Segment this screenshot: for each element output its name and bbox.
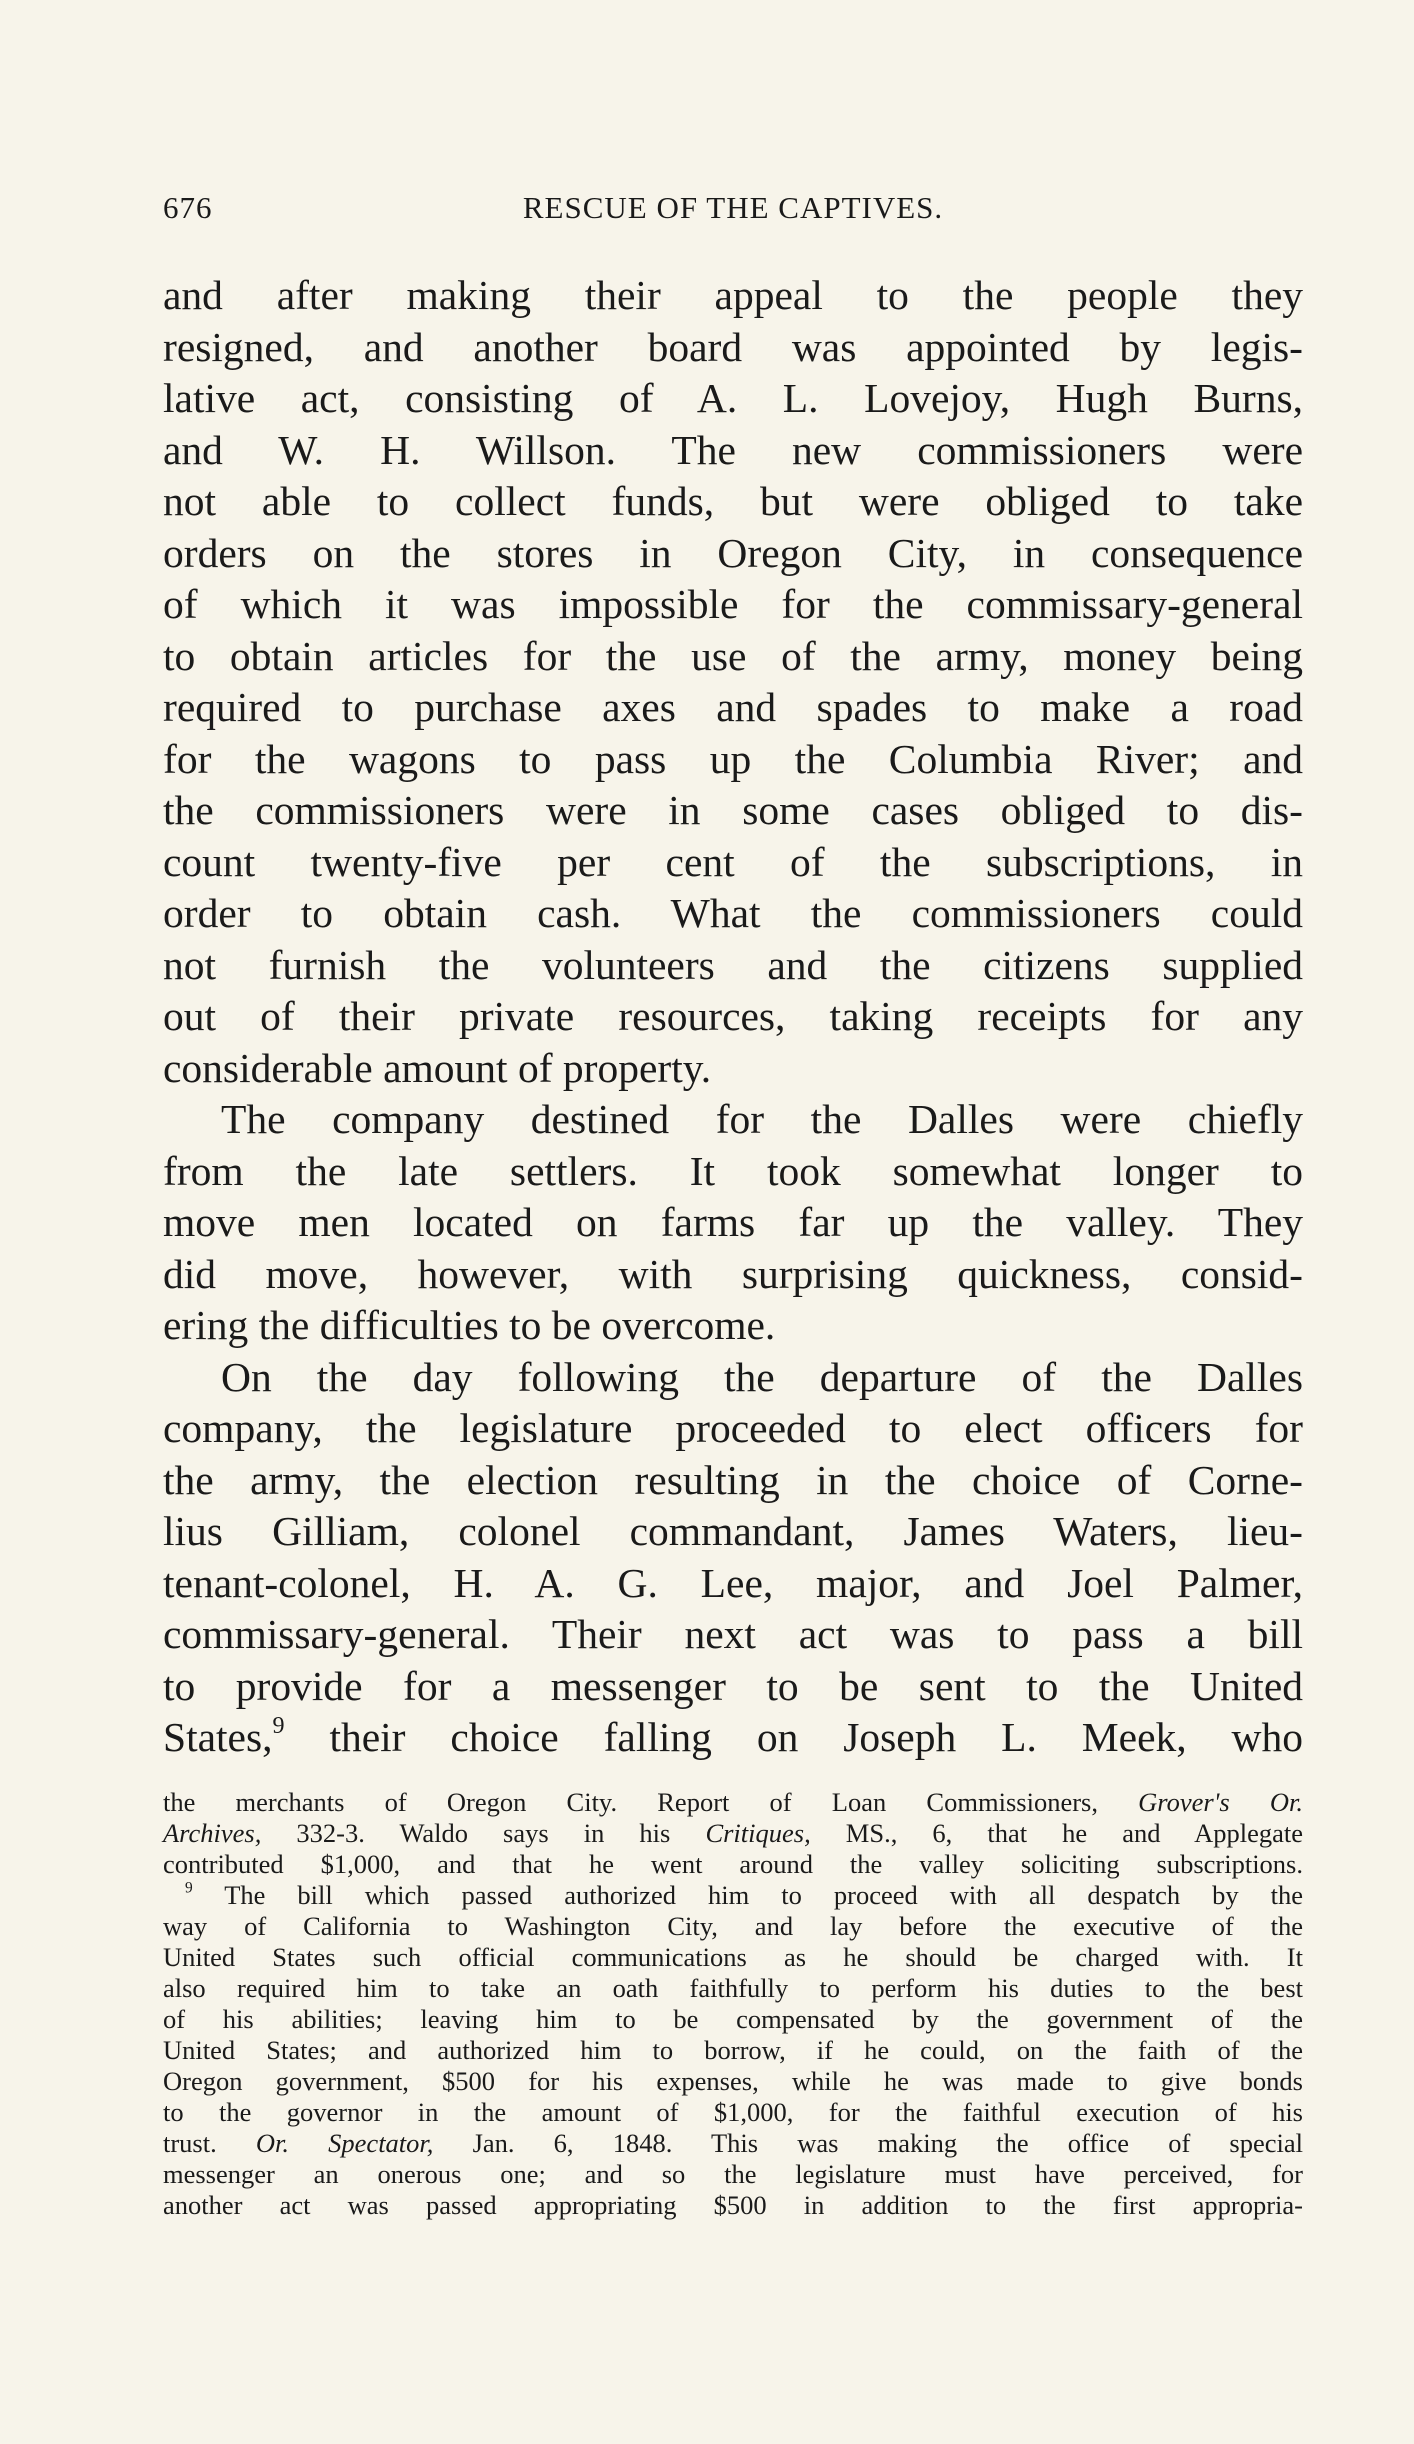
footnote-line bbox=[163, 2128, 1303, 2159]
body-text-fragment: States, bbox=[163, 1714, 273, 1760]
footnote-citation: Or. Spectator, bbox=[255, 2128, 434, 2158]
body-line: resigned, and another board was appointed by legis- bbox=[163, 323, 1303, 370]
body-line: to obtain articles for the use of the army, money being bbox=[163, 632, 1303, 679]
footnote-line: another act was passed appropriating $500 in addition to the first appropria- bbox=[163, 2190, 1303, 2220]
body-line: order to obtain cash. What the commissioners could bbox=[163, 890, 1303, 936]
footnote-text: the merchants of Oregon City. Report of Loan Commissioners, bbox=[163, 1787, 1139, 1817]
footnote-line: United States; and authorized him to borrow, if he could, on the faith of the bbox=[163, 2035, 1303, 2065]
body-line: to provide for a messenger to be sent to the United bbox=[163, 1662, 1303, 1709]
footnote-line bbox=[163, 1787, 1303, 1818]
footnote-line: way of California to Washington City, and lay before the executive of the bbox=[163, 1911, 1303, 1941]
body-line: out of their private resources, taking receipts for any bbox=[163, 993, 1303, 1039]
page-number: 676 bbox=[163, 190, 213, 225]
footnote-line: to the governor in the amount of $1,000, for the faithful execution of his bbox=[163, 2097, 1303, 2127]
footnote-line: of his abilities; leaving him to be compensated by the government of the bbox=[163, 2004, 1303, 2034]
body-line: of which it was impossible for the commissary-general bbox=[163, 581, 1303, 627]
body-line: The company destined for the Dalles were chiefly bbox=[221, 1096, 1303, 1142]
body-line: required to purchase axes and spades to make a road bbox=[163, 684, 1303, 730]
footnote-citation: Archives, bbox=[163, 1818, 262, 1848]
body-line: lative act, consisting of A. L. Lovejoy, Hugh Burns, bbox=[163, 375, 1303, 421]
body-line: and after making their appeal to the people they bbox=[163, 272, 1303, 318]
body-line: the commissioners were in some cases obliged to dis- bbox=[163, 787, 1303, 833]
footnote-line: also required him to take an oath faithfully to perform his duties to the best bbox=[163, 1973, 1303, 2003]
footnotes bbox=[163, 1787, 1303, 2221]
footnote-line: contributed $1,000, and that he went around the valley soliciting subscriptions. bbox=[163, 1849, 1303, 1879]
body-text bbox=[163, 270, 1303, 1764]
body-line: orders on the stores in Oregon City, in consequence bbox=[163, 529, 1303, 576]
footnote-text: 332-3. Waldo says in his bbox=[261, 1818, 706, 1848]
footnote-citation: Grover's Or. bbox=[1138, 1787, 1303, 1817]
footnote-text: MS., 6, that he and Applegate bbox=[810, 1818, 1303, 1848]
body-line: company, the legislature proceeded to elect officers for bbox=[163, 1405, 1303, 1451]
body-line: move men located on farms far up the valley. They bbox=[163, 1199, 1303, 1245]
footnote-text: Jan. 6, 1848. This was making the office of special bbox=[433, 2128, 1303, 2158]
footnote-line: Oregon government, $500 for his expenses, while he was made to give bonds bbox=[163, 2066, 1303, 2096]
page-header bbox=[163, 190, 1303, 240]
body-text-fragment: their choice falling on Joseph L. Meek, who bbox=[284, 1714, 1303, 1760]
body-line: ering the difficulties to be overcome. bbox=[163, 1302, 776, 1348]
footnote-line: United States such official communications as he should be charged with. It bbox=[163, 1942, 1303, 1972]
footnote-marker-9: 9 bbox=[185, 1879, 193, 1897]
body-line: On the day following the departure of the Dalles bbox=[221, 1353, 1303, 1400]
body-line bbox=[163, 1712, 1303, 1764]
body-line: commissary-general. Their next act was to pass a bill bbox=[163, 1611, 1303, 1657]
footnote-ref-9: 9 bbox=[272, 1712, 285, 1739]
body-line: and W. H. Willson. The new commissioners were bbox=[163, 426, 1303, 473]
body-line: for the wagons to pass up the Columbia River; and bbox=[163, 735, 1303, 782]
body-line: not able to collect funds, but were obliged to take bbox=[163, 478, 1303, 524]
body-line: did move, however, with surprising quickness, consid- bbox=[163, 1250, 1303, 1297]
footnote-9-first-line bbox=[163, 1880, 1303, 1911]
footnote-line: messenger an onerous one; and so the legislature must have perceived, for bbox=[163, 2159, 1303, 2189]
footnote-line bbox=[163, 1818, 1303, 1849]
body-line: considerable amount of property. bbox=[163, 1044, 712, 1091]
body-line: count twenty-five per cent of the subscriptions, in bbox=[163, 838, 1303, 885]
body-line: the army, the election resulting in the choice of Corne- bbox=[163, 1456, 1303, 1503]
body-line: lius Gilliam, colonel commandant, James Waters, lieu- bbox=[163, 1508, 1303, 1554]
running-title: RESCUE OF THE CAPTIVES. bbox=[522, 190, 944, 225]
body-line: from the late settlers. It took somewhat longer to bbox=[163, 1147, 1303, 1194]
footnote-text: trust. bbox=[163, 2128, 256, 2158]
body-line: tenant-colonel, H. A. G. Lee, major, and Joel Palmer, bbox=[163, 1559, 1303, 1606]
footnote-text: The bill which passed authorized him to proceed with all despatch by the bbox=[192, 1880, 1303, 1910]
body-line: not furnish the volunteers and the citizens supplied bbox=[163, 941, 1303, 988]
footnote-citation: Critiques, bbox=[705, 1818, 811, 1848]
